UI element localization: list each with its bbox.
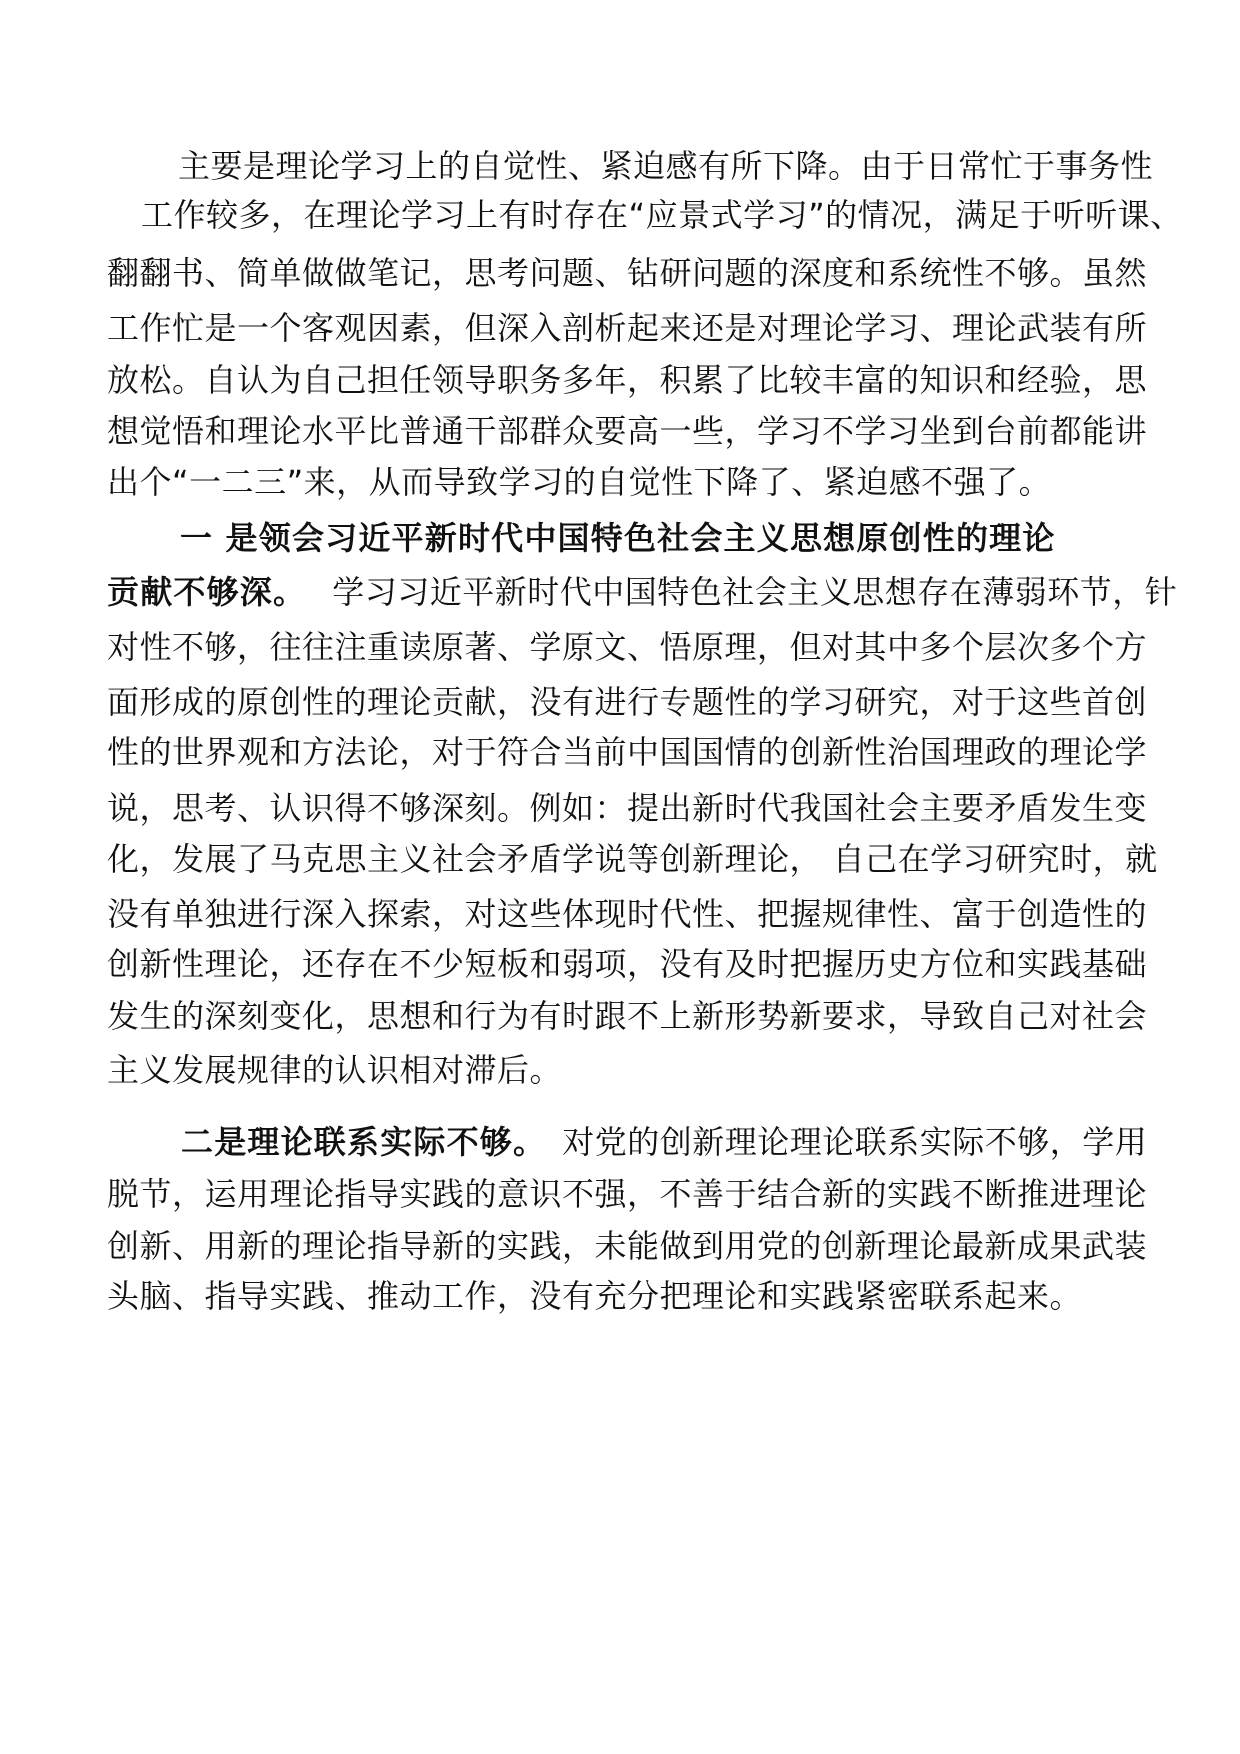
paragraph-line: 化，发展了马克思主义社会矛盾学说等创新理论， 自己在学习研究时，就: [107, 840, 1158, 878]
point1-text-start: 学习习近平新时代中国特色社会主义思想存在薄弱环节，针: [332, 573, 1178, 611]
point1-heading: 一 是领会习近平新时代中国特色社会主义思想原创性的理论: [180, 519, 1056, 557]
point1-first-line: [107, 572, 1177, 612]
paragraph-line: 性的世界观和方法论，对于符合当前中国国情的创新性治国理政的理论学: [107, 733, 1148, 771]
paragraph-line: 翻翻书、简单做做笔记，思考问题、钻研问题的深度和系统性不够。虽然: [107, 254, 1148, 292]
paragraph-line: 没有单独进行深入探索，对这些体现时代性、把握规律性、富于创造性的: [107, 895, 1148, 933]
paragraph-line: 想觉悟和理论水平比普通干部群众要高一些，学习不学习坐到台前都能讲: [107, 412, 1148, 450]
paragraph-line: 面形成的原创性的理论贡献，没有进行专题性的学习研究，对于这些首创: [107, 683, 1148, 721]
paragraph-line: 头脑、指导实践、推动工作，没有充分把理论和实践紧密联系起来。: [107, 1277, 1083, 1315]
paragraph-line: 主要是理论学习上的自觉性、紧迫感有所下降。由于日常忙于事务性: [178, 147, 1154, 185]
paragraph-line: 对性不够，往往注重读原著、学原文、悟原理，但对其中多个层次多个方: [107, 628, 1148, 666]
paragraph-line: 出个“一二三”来，从而导致学习的自觉性下降了、紧迫感不强了。: [107, 463, 1052, 501]
paragraph-line: 发生的深刻变化，思想和行为有时跟不上新形势新要求，导致自己对社会: [107, 997, 1148, 1035]
paragraph-line: 工作忙是一个客观因素，但深入剖析起来还是对理论学习、理论武装有所: [107, 309, 1148, 347]
point2-first-line: [181, 1122, 1147, 1162]
paragraph-line: 创新性理论，还存在不少短板和弱项，没有及时把握历史方位和实践基础: [107, 945, 1148, 983]
point2-heading: 二是理论联系实际不够。: [181, 1123, 547, 1161]
paragraph-line: 说，思考、认识得不够深刻。例如：提出新时代我国社会主要矛盾发生变: [107, 789, 1148, 827]
paragraph-line: 工作较多，在理论学习上有时存在“应景式学习”的情况，满足于听听课、: [141, 196, 1183, 234]
point2-text-start: 对党的创新理论理论联系实际不够，学用: [562, 1123, 1148, 1161]
paragraph-line: 主义发展规律的认识相对滞后。: [107, 1051, 563, 1089]
point1-heading-end: 贡献不够深。: [107, 573, 307, 611]
paragraph-line: 脱节，运用理论指导实践的意识不强，不善于结合新的实践不断推进理论: [107, 1175, 1148, 1213]
paragraph-line: 创新、用新的理论指导新的实践，未能做到用党的创新理论最新成果武装: [107, 1227, 1148, 1265]
paragraph-line: 放松。自认为自己担任领导职务多年，积累了比较丰富的知识和经验，思: [107, 361, 1148, 399]
